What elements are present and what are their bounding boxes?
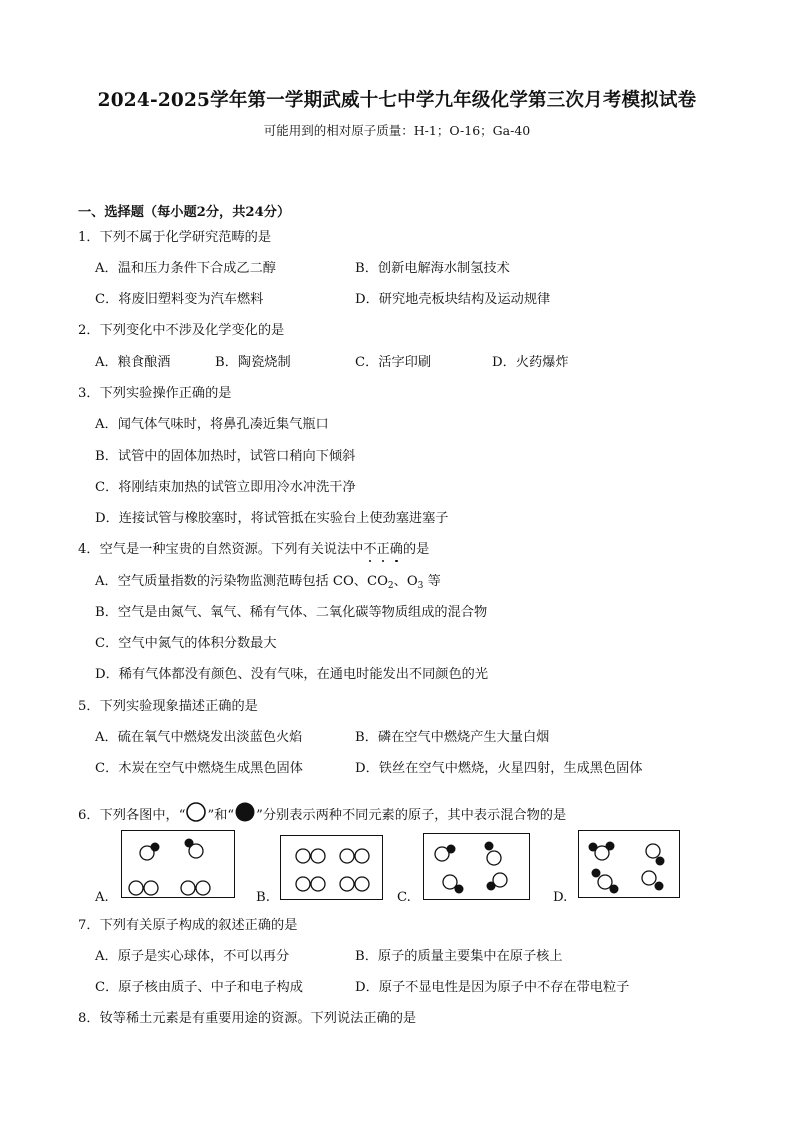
q4-a-text: A．空气质量指数的污染物监测范畴包括 CO、CO (95, 574, 388, 589)
q5-option-c: C．木炭在空气中燃烧生成黑色固体 (95, 761, 303, 776)
q5-stem: 5．下列实验现象描述正确的是 (78, 699, 258, 714)
diagram-box-a (121, 830, 235, 898)
q6-stem-text: ”分别表示两种不同元素的原子，其中表示混合物的是 (256, 808, 567, 823)
q1-option-c: C．将废旧塑料变为汽车燃料 (95, 292, 264, 307)
q2-stem: 2．下列变化中不涉及化学变化的是 (78, 323, 285, 338)
q4-option-a (95, 573, 441, 595)
q1-option-d: D．研究地壳板块结构及运动规律 (355, 292, 551, 307)
subscript: 2 (387, 581, 394, 591)
diagram-box-b (280, 835, 383, 900)
q3-option-a: A．闻气体气味时，将鼻孔凑近集气瓶口 (95, 417, 329, 432)
q6-label-a: A. (95, 890, 109, 905)
molecule-diagram-a (122, 831, 236, 899)
q4-option-d: D．稀有气体都没有颜色、没有气味，在通电时能发出不同颜色的光 (95, 667, 489, 682)
q5-option-a: A．硫在氧气中燃烧发出淡蓝色火焰 (95, 730, 303, 745)
q6-label-c: C. (397, 890, 411, 905)
q5-option-b: B．磷在空气中燃烧产生大量白烟 (355, 730, 550, 745)
diagram-box-d (578, 830, 680, 898)
q4-stem-text: 4．空气是一种宝贵的自然资源。下列有关说法中 (78, 542, 364, 557)
q6-label-d: D. (553, 890, 568, 905)
q3-option-c: C．将刚结束加热的试管立即用冷水冲洗干净 (95, 480, 356, 495)
black-atom-icon (234, 801, 256, 823)
q2-option-a: A．粮食酿酒 (95, 355, 171, 370)
q7-option-d: D．原子不显电性是因为原子中不存在带电粒子 (355, 980, 630, 995)
q6-label-b: B. (256, 890, 270, 905)
q1-stem: 1．下列不属于化学研究范畴的是 (78, 230, 272, 245)
q4-stem (78, 541, 429, 559)
molecule-diagram-c (424, 834, 531, 901)
q6-stem-text: ”和“ (207, 808, 235, 823)
subscript: 3 (417, 581, 424, 591)
q3-option-d: D．连接试管与橡胶塞时，将试管抵在实验台上使劲塞进塞子 (95, 511, 449, 526)
q2-option-b: B．陶瓷烧制 (215, 355, 291, 370)
diagram-box-c (423, 833, 530, 900)
exam-title: 2024-2025学年第一学期武威十七中学九年级化学第三次月考模拟试卷 (97, 90, 697, 111)
q5-option-d: D．铁丝在空气中燃烧，火星四射，生成黑色固体 (355, 761, 643, 776)
q1-option-a: A．温和压力条件下合成乙二醇 (95, 261, 276, 276)
molecule-diagram-d (579, 831, 681, 899)
white-atom-icon (185, 801, 207, 823)
q6-stem-text: 6．下列各图中，“ (78, 808, 186, 823)
q2-option-d: D．火药爆炸 (492, 355, 569, 370)
section-heading: 一、选择题（每小题2分，共24分） (78, 205, 291, 220)
q4-stem-end: 的是 (402, 542, 430, 557)
q4-option-b: B．空气是由氮气、氧气、稀有气体、二氧化碳等物质组成的混合物 (95, 605, 488, 620)
molecule-diagram-b (281, 836, 384, 901)
atomic-mass-note: 可能用到的相对原子质量：H-1；O-16；Ga-40 (263, 123, 531, 138)
q1-option-b: B．创新电解海水制氢技术 (355, 261, 510, 276)
q4-a-text: 等 (423, 574, 441, 589)
q7-option-a: A．原子是实心球体，不可以再分 (95, 949, 290, 964)
q8-stem: 8．钕等稀土元素是有重要用途的资源。下列说法正确的是 (78, 1011, 417, 1026)
q3-stem: 3．下列实验操作正确的是 (78, 386, 232, 401)
q2-option-c: C．活字印刷 (355, 355, 432, 370)
q4-emphasis-char: 确 (389, 542, 403, 557)
q4-emphasis-char: 不 (363, 542, 377, 557)
q7-option-b: B．原子的质量主要集中在原子核上 (355, 949, 563, 964)
q4-emphasis-char: 正 (376, 542, 390, 557)
q4-option-c: C．空气中氮气的体积分数最大 (95, 636, 277, 651)
q4-a-text: 、O (393, 574, 418, 589)
q7-stem: 7．下列有关原子构成的叙述正确的是 (78, 918, 298, 933)
q3-option-b: B．试管中的固体加热时，试管口稍向下倾斜 (95, 449, 356, 464)
q7-option-c: C．原子核由质子、中子和电子构成 (95, 980, 303, 995)
q6-stem (78, 801, 566, 825)
